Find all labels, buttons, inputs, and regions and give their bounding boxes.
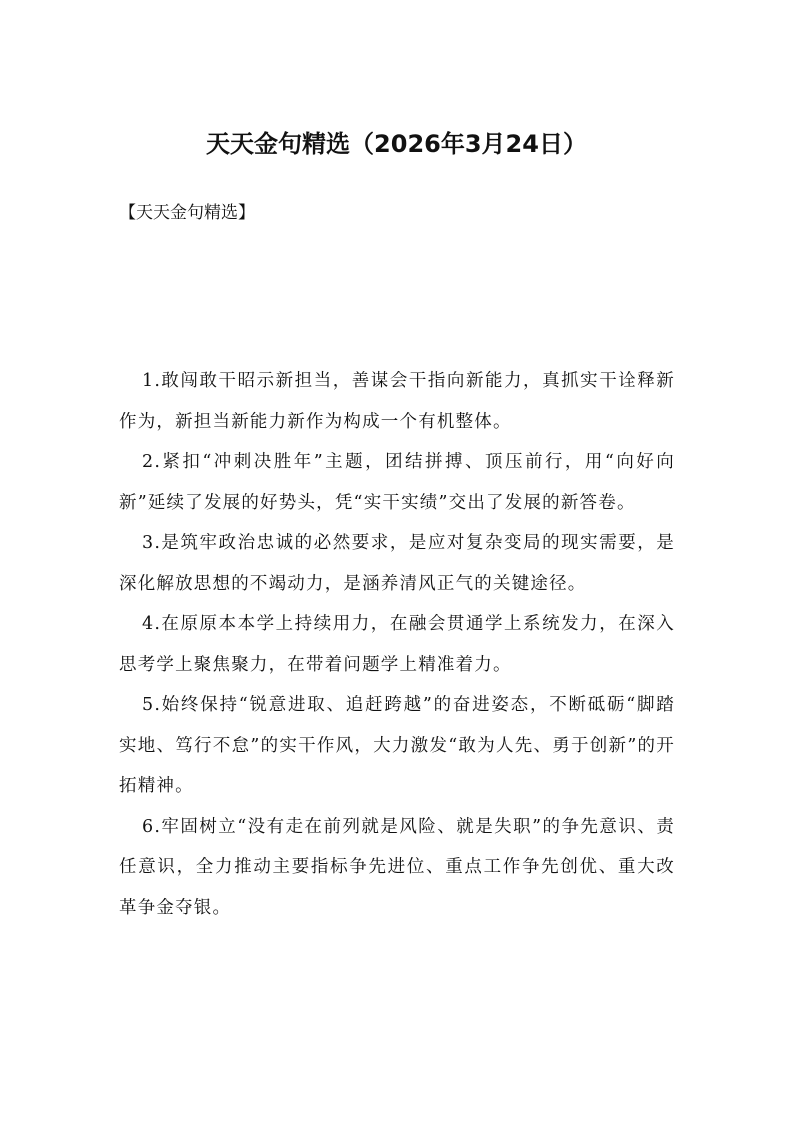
quote-list [119,361,675,928]
quote-paragraph-4: 4.在原原本本学上持续用力，在融会贯通学上系统发力，在深入思考学上聚焦聚力，在带着问题学上精准着力。 [119,614,675,675]
quote-paragraph-3: 3.是筑牢政治忠诚的必然要求，是应对复杂变局的现实需要，是深化解放思想的不竭动力，是涵养清风正气的关键途径。 [119,533,675,594]
quote-paragraph-6: 6.牢固树立“没有走在前列就是风险、就是失职”的争先意识、责任意识，全力推动主要指标争先进位、重点工作争先创优、重大改革争金夺银。 [119,816,675,918]
page-title: 天天金句精选（2026年3月24日） [206,130,587,158]
section-label: 【天天金句精选】 [119,203,255,223]
quote-paragraph-5: 5.始终保持“锐意进取、追赶跨越”的奋进姿态，不断砥砺“脚踏实地、笃行不怠”的实干作风，大力激发“敢为人先、勇于创新”的开拓精神。 [119,695,675,796]
quote-paragraph-1: 1.敢闯敢干昭示新担当，善谋会干指向新能力，真抓实干诠释新作为，新担当新能力新作为构成一个有机整体。 [119,371,675,432]
quote-paragraph-2: 2.紧扣“冲刺决胜年”主题，团结拼搏、顶压前行，用“向好向新”延续了发展的好势头，凭“实干实绩”交出了发展的新答卷。 [119,452,675,513]
